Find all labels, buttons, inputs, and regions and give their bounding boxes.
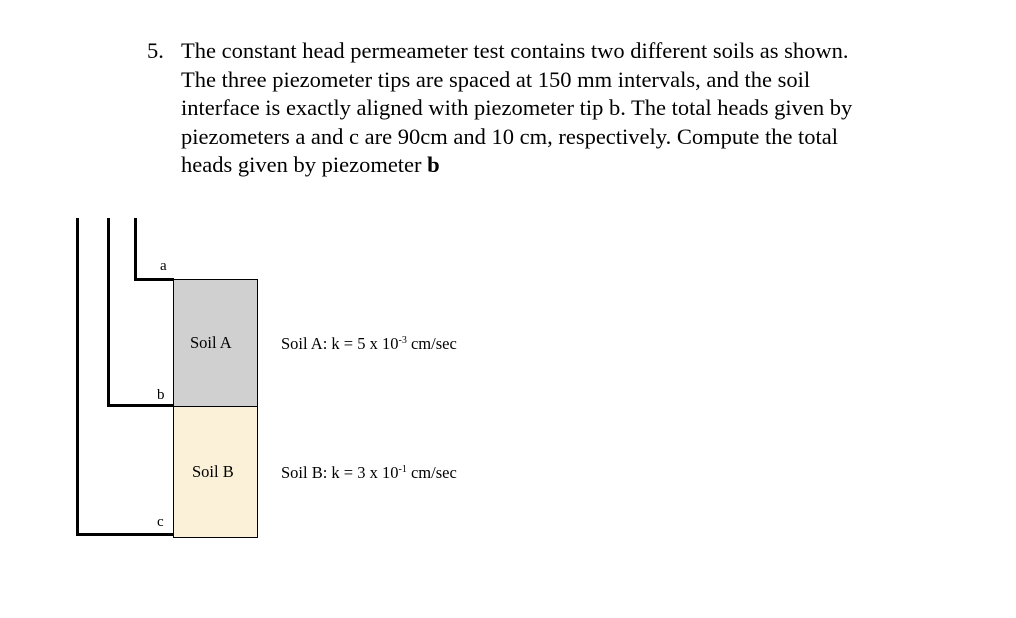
soil-a-k-exponent: -3	[398, 335, 407, 346]
soil-b-k-exponent: -1	[398, 464, 407, 475]
soil-b-k-text: Soil B: k = 3 x 10	[281, 463, 399, 482]
piezometer-b-tube	[107, 218, 110, 407]
piezometer-b-tip	[107, 404, 174, 407]
problem-line-5-text: heads given by piezometer	[181, 152, 428, 177]
soil-a-permeability	[281, 335, 457, 353]
piezometer-c-tip	[76, 533, 174, 536]
piezometer-a-label: a	[160, 258, 167, 274]
soil-a-k-unit: cm/sec	[406, 334, 457, 353]
piezometer-a-tip	[134, 278, 174, 281]
piezometer-a-tube	[134, 218, 137, 281]
problem-line-3: interface is exactly aligned with piezometer tip b. The total heads given by	[181, 95, 853, 120]
problem-text	[181, 37, 961, 180]
soil-a-k-text: Soil A: k = 5 x 10	[281, 334, 399, 353]
piezometer-c-tube	[76, 218, 79, 536]
soil-b-label: Soil B	[192, 462, 234, 481]
soil-b-permeability	[281, 464, 457, 482]
problem-line-2: The three piezometer tips are spaced at 150 mm intervals, and the soil	[181, 66, 811, 92]
problem-line-5	[181, 151, 961, 180]
problem-number: 5.	[147, 38, 164, 63]
soil-a-label: Soil A	[190, 333, 232, 352]
piezometer-b-label: b	[157, 387, 165, 403]
problem-line-5-bold: b	[427, 152, 440, 177]
soil-b-k-unit: cm/sec	[406, 463, 457, 482]
piezometer-c-label: c	[157, 514, 164, 530]
problem-line-4: piezometers a and c are 90cm and 10 cm, respectively. Compute the total	[181, 123, 839, 149]
problem-line-1: The constant head permeameter test contains two different soils as shown.	[181, 38, 849, 63]
